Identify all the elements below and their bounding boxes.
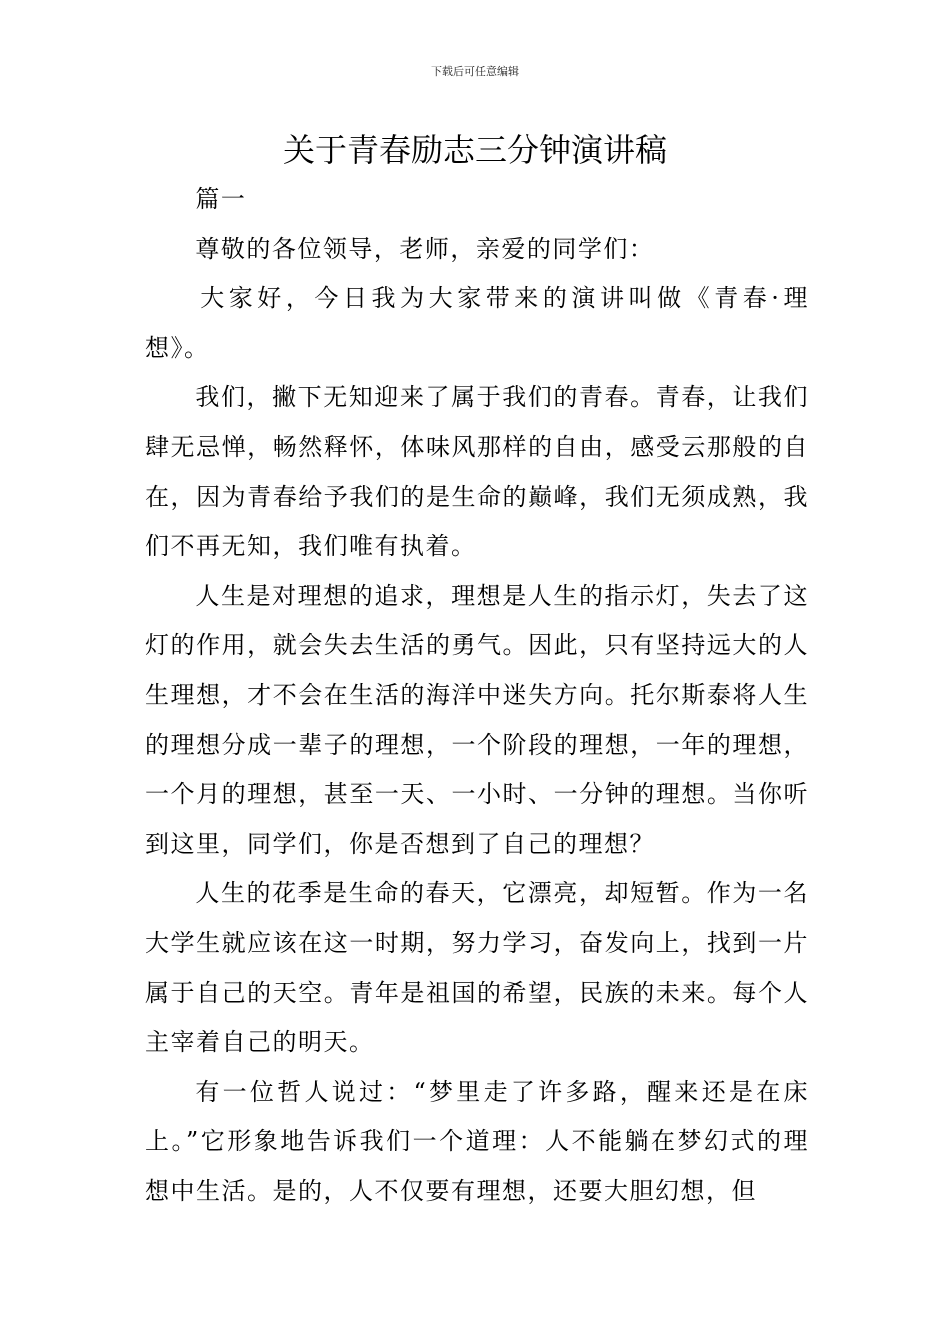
greeting-paragraph: 大家好，今日我为大家带来的演讲叫做《青春·理想》。: [145, 284, 809, 362]
body-paragraph: 人生是对理想的追求，理想是人生的指示灯，失去了这灯的作用，就会失去生活的勇气。因此，只有坚持远大的人生理想，才不会在生活的海洋中迷失方向。托尔斯泰将人生的理想分成一辈子的理想，一个阶段的理想，一年的理想，一个月的理想，甚至一天、一小时、一分钟的理想。当你听到这里，同学们，你是否想到了自己的理想？: [145, 581, 809, 858]
document-title: 关于青春励志三分钟演讲稿: [282, 131, 667, 169]
document-body: [145, 175, 809, 1216]
body-paragraph: 有一位哲人说过：“梦里走了许多路，醒来还是在床上。”它形象地告诉我们一个道理：人不能躺在梦幻式的理想中生活。是的，人不仅要有理想，还要大胆幻想，但: [145, 1077, 809, 1205]
salutation-paragraph: 尊敬的各位领导，老师，亲爱的同学们：: [195, 234, 655, 263]
body-paragraph: 我们，撇下无知迎来了属于我们的青春。青春，让我们肆无忌惮，畅然释怀，体味风那样的自由，感受云那般的自在，因为青春给予我们的是生命的巅峰，我们无须成熟，我们不再无知，我们唯有执着。: [145, 383, 809, 561]
header-note: 下载后可任意编辑: [431, 65, 519, 78]
body-paragraph: 人生的花季是生命的春天，它漂亮，却短暂。作为一名大学生就应该在这一时期，努力学习，奋发向上，找到一片属于自己的天空。青年是祖国的希望，民族的未来。每个人主宰着自己的明天。: [145, 879, 809, 1057]
section-label: 篇一: [195, 185, 247, 213]
